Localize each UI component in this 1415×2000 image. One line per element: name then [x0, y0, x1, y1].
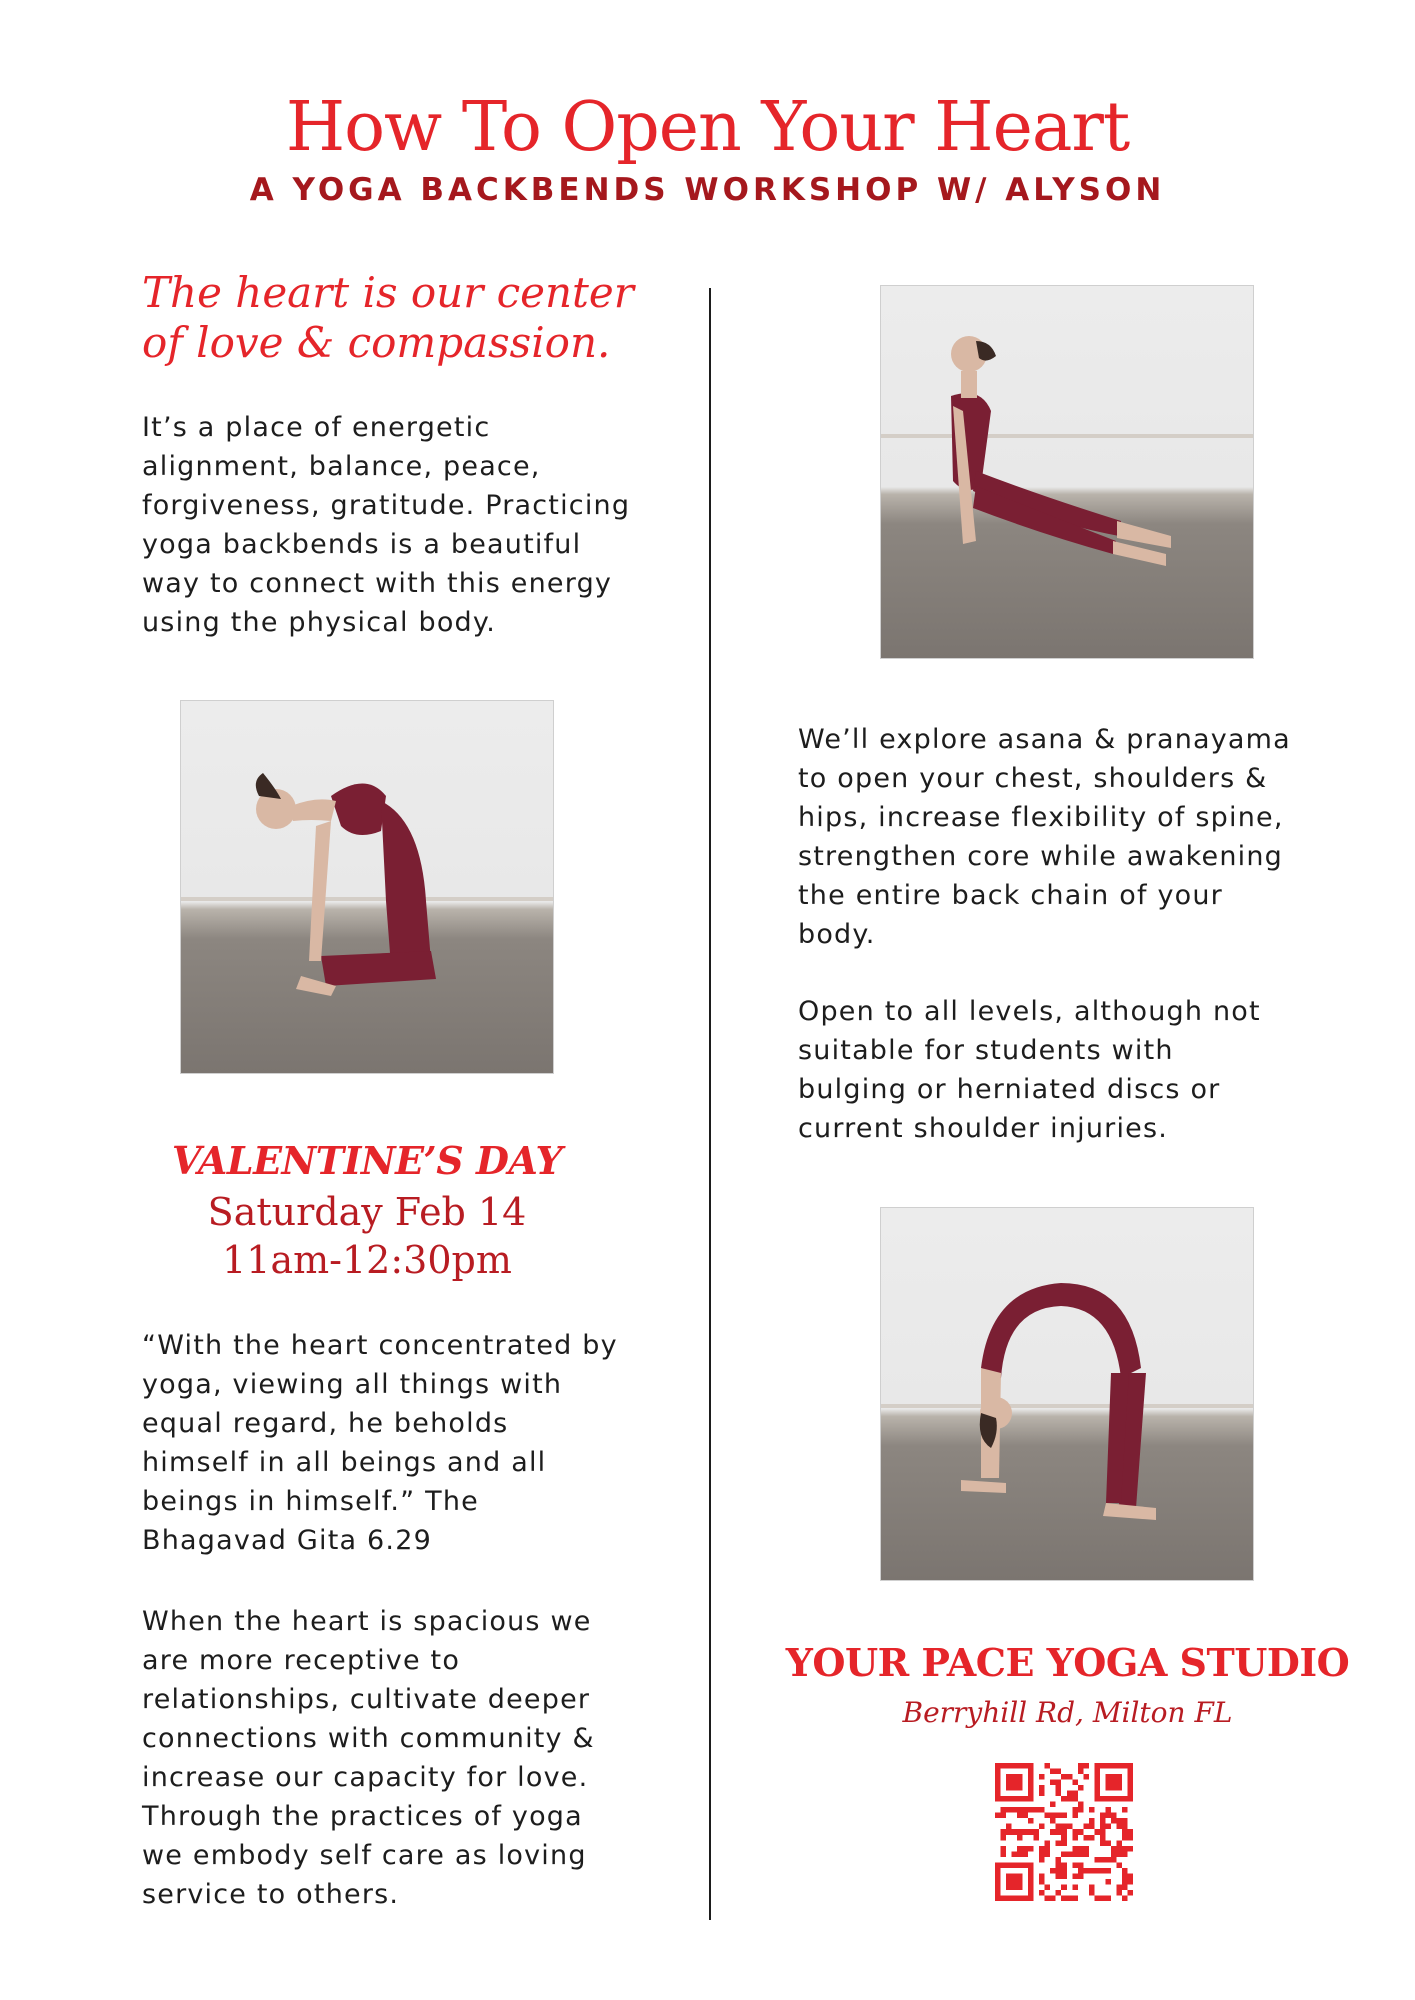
levels-paragraph: Open to all levels, although not suitable for students with bulging or herniated discs or current shoulder injuries.: [798, 996, 1261, 1144]
page-title: How To Open Your Heart: [285, 88, 1130, 167]
closing-paragraph: When the heart is spacious we are more receptive to relationships, cultivate deeper connections with community & increase our capacity for love. Through the practices of yoga we embody self care as loving service to others.: [142, 1606, 595, 1910]
qr-code[interactable]: [995, 1763, 1133, 1901]
qr-code-graphic: [995, 1763, 1133, 1901]
page-subtitle: A YOGA BACKBENDS WORKSHOP W/ ALYSON: [249, 172, 1166, 208]
camel-pose-illustration: [181, 701, 553, 1073]
studio-address: Berryhill Rd, Milton FL: [902, 1696, 1233, 1729]
column-divider: [709, 288, 711, 1920]
gita-quote: “With the heart concentrated by yoga, viewing all things with equal regard, he beholds himself in all beings and all beings in himself.” The Bhagavad Gita 6.29: [142, 1330, 618, 1556]
event-time: 11am-12:30pm: [222, 1238, 512, 1282]
explore-paragraph: We’ll explore asana & pranayama to open your chest, shoulders & hips, increase flexibility of spine, strengthen core while awakening the entire back chain of your body.: [798, 724, 1291, 950]
upward-dog-illustration: [881, 286, 1253, 658]
camel-pose-photo: [180, 700, 554, 1074]
wheel-pose-photo: [880, 1207, 1254, 1581]
upward-dog-photo: [880, 285, 1254, 659]
studio-name: YOUR PACE YOGA STUDIO: [785, 1640, 1350, 1685]
intro-paragraph: It’s a place of energetic alignment, balance, peace, forgiveness, gratitude. Practicing yoga backbends is a beautiful way to connect with this energy using the physical body.: [142, 412, 631, 638]
event-day: VALENTINE’S DAY: [171, 1138, 563, 1183]
event-date: Saturday Feb 14: [207, 1190, 527, 1234]
tagline: The heart is our center of love & compassion.: [142, 268, 634, 367]
wheel-pose-illustration: [881, 1208, 1253, 1580]
